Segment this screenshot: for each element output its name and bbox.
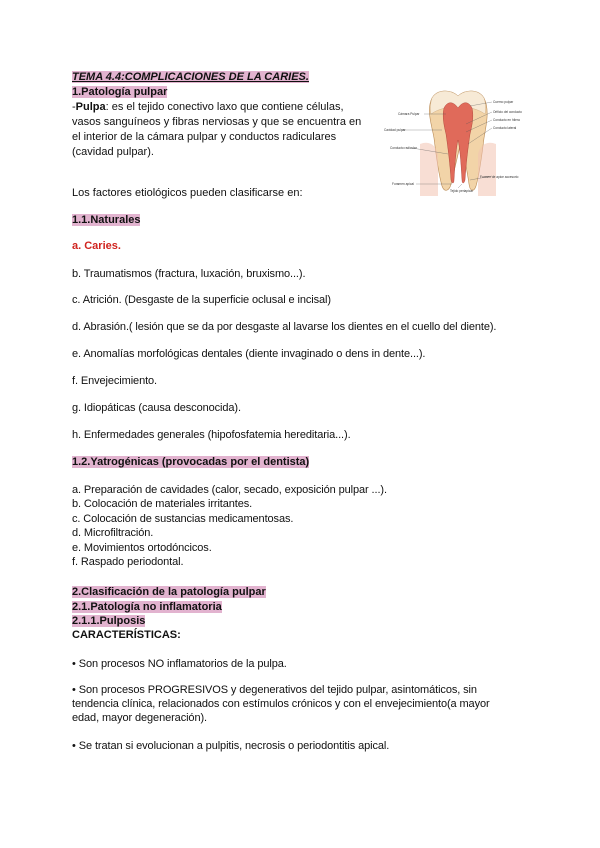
subheading-no-inflamatoria: 2.1.Patología no inflamatoria: [72, 601, 222, 613]
section-heading-clasificacion: 2.Clasificación de la patología pulpar: [72, 586, 266, 598]
natural-item-caries: a. Caries.: [72, 240, 121, 252]
yatrogenic-item-a: a. Preparación de cavidades (calor, secado, exposición pulpar ...).: [72, 484, 387, 496]
characteristics-label: CARACTERÍSTICAS:: [72, 629, 181, 641]
label-conducto-lateral: Conducto lateral: [493, 126, 517, 130]
pulpa-definition-line-1: [72, 101, 344, 113]
label-foramen-apical: Foramen apical: [392, 182, 414, 186]
natural-item-traumatismos: b. Traumatismos (fractura, luxación, bruxismo...).: [72, 268, 306, 280]
natural-item-abrasion: d. Abrasión.( lesión que se da por desgaste al lavarse los dientes en el cuello del diente).: [72, 321, 497, 333]
pulpa-definition-line-4: (cavidad pulpar).: [72, 146, 154, 158]
pulpa-term: Pulpa: [75, 101, 106, 113]
label-conducto-hilera: Conducto en hilera: [493, 118, 520, 122]
bullet-icon: •: [72, 740, 76, 752]
label-cavidad-pulpar: Cavidad pulpar: [384, 128, 406, 132]
pulpa-definition-line-3: el interior de la cámara pulpar y conductos radiculares: [72, 131, 337, 143]
bullet-item-2: [72, 684, 477, 696]
natural-item-idiopaticas: g. Idiopáticas (causa desconocida).: [72, 402, 241, 414]
yatrogenic-item-e: e. Movimientos ortodóncicos.: [72, 542, 212, 554]
bullet-text: Se tratan si evolucionan a pulpitis, necrosis o periodontitis apical.: [78, 740, 390, 752]
natural-item-atricion: c. Atrición. (Desgaste de la superficie oclusal e incisal): [72, 294, 331, 306]
natural-item-enfermedades: h. Enfermedades generales (hipofosfatemia hereditaria...).: [72, 429, 351, 441]
tooth-diagram: [380, 84, 532, 202]
pulpa-definition-line-2: vasos sanguíneos y fibras nerviosas y que se encuentra en: [72, 116, 362, 128]
label-orificio-conducto: Orificio del conducto: [493, 110, 522, 114]
natural-item-anomalias: e. Anomalías morfológicas dentales (diente invaginado o dens in dente...).: [72, 348, 426, 360]
bullet-text: Son procesos NO inflamatorios de la pulpa.: [78, 658, 287, 670]
bullet-icon: •: [72, 658, 76, 670]
label-foramen-accesorio: Formen de apice accesorio: [480, 175, 519, 179]
bullet-item-2-line-2: tendencia clínica, relacionados con estímulos crónicos y con el envejecimiento(a mayor: [72, 698, 490, 710]
label-cuerno-pulpar: Cuerno pulpar: [493, 100, 514, 104]
yatrogenic-item-f: f. Raspado periodontal.: [72, 556, 184, 568]
tooth-anatomy-figure: [380, 84, 532, 202]
yatrogenic-item-d: d. Microfiltración.: [72, 527, 154, 539]
definition-dash: -: [72, 101, 76, 113]
section-heading-patologia-pulpar: 1.Patología pulpar: [72, 86, 168, 98]
bullet-item-3: [72, 740, 389, 752]
bullet-icon: •: [72, 684, 76, 696]
label-conducto-radicular: Conducto radicular: [390, 146, 417, 150]
label-camara-pulpar: Cámara Pulpar: [398, 112, 420, 116]
definition-text: : es el tejido conectivo laxo que contiene células,: [105, 101, 344, 113]
bullet-text: Son procesos PROGRESIVOS y degenerativos del tejido pulpar, asintomáticos, sin: [78, 684, 477, 696]
subheading-pulposis: 2.1.1.Pulposis: [72, 615, 146, 627]
factors-intro: Los factores etiológicos pueden clasificarse en:: [72, 187, 303, 199]
section-heading-yatrogenicas: 1.2.Yatrogénicas (provocadas por el dentista): [72, 456, 310, 468]
label-tejido-periapical: Tejido periapical: [450, 189, 473, 193]
bullet-item-1: [72, 658, 287, 670]
yatrogenic-item-b: b. Colocación de materiales irritantes.: [72, 498, 253, 510]
page-title: TEMA 4.4:COMPLICACIONES DE LA CARIES.: [72, 71, 309, 83]
bullet-item-2-line-3: edad, mayor degeneración).: [72, 712, 207, 724]
section-heading-naturales: 1.1.Naturales: [72, 214, 141, 226]
natural-item-envejecimiento: f. Envejecimiento.: [72, 375, 158, 387]
gum-tissue-right: [478, 143, 496, 196]
yatrogenic-item-c: c. Colocación de sustancias medicamentosas.: [72, 513, 294, 525]
